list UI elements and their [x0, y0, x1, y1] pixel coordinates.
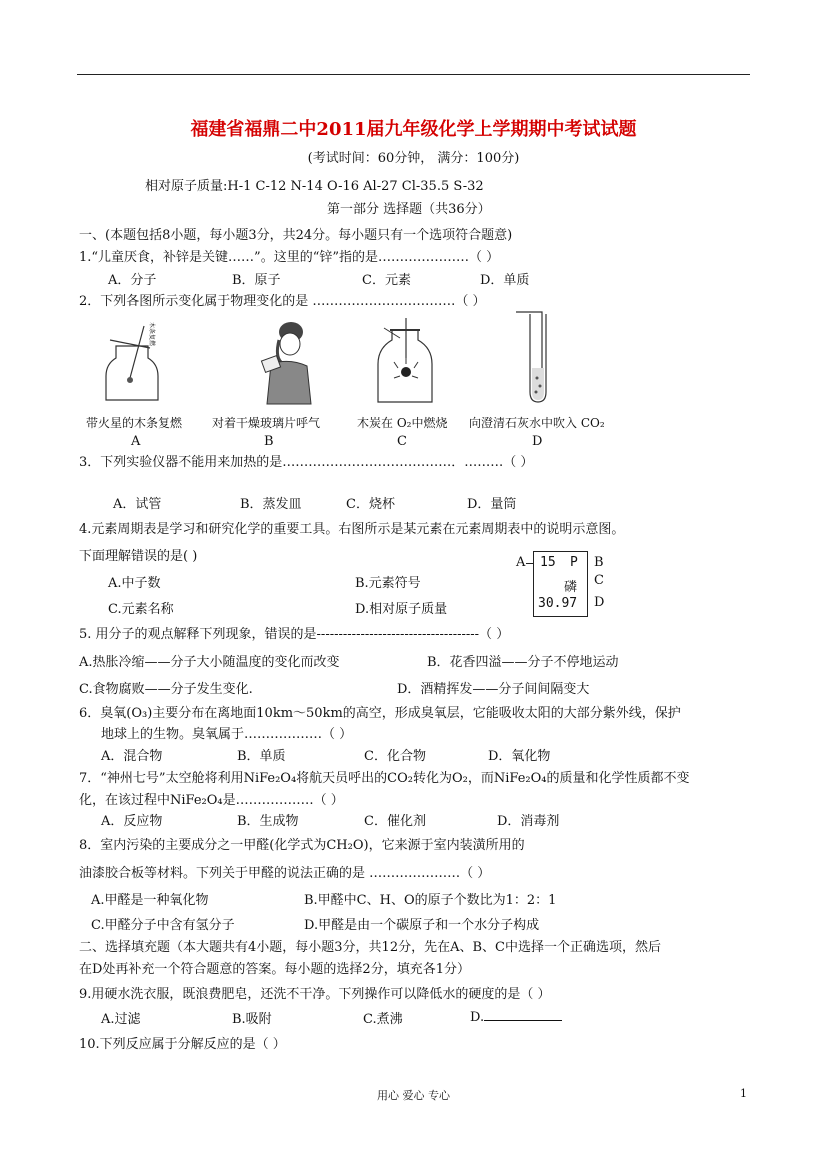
q2-letter-d: D — [532, 434, 543, 449]
element-mass: 30.97 — [538, 596, 578, 611]
q6-option-d: D．氧化物 — [488, 749, 551, 764]
header-rule — [77, 74, 750, 75]
q10-stem: 10.下列反应属于分解反应的是（ ） — [79, 1037, 286, 1052]
q2-stem: 2．下列各图所示变化属于物理变化的是 ……………………………（ ） — [79, 294, 486, 309]
q2-caption-d: 向澄清石灰水中吹入 CO₂ — [469, 416, 605, 430]
q2-caption-a: 带火星的木条复燃 — [86, 416, 183, 430]
q7-stem2: 化，在该过程中NiFe₂O₄是………………（ ） — [79, 793, 344, 808]
q4-stem: 4.元素周期表是学习和研究化学的重要工具。右图所示是某元素在元素周期表中的说明示意图。 — [79, 522, 625, 537]
q4-option-b: B.元素符号 — [355, 576, 421, 591]
q2-letter-c: C — [397, 434, 407, 449]
q4-option-a: A.中子数 — [108, 576, 161, 591]
section2-heading: 二、选择填充题（本大题共有4小题，每小题3分，共12分，先在A、B、C中选择一个正确选项，然后 — [79, 940, 661, 955]
q7-stem: 7．“神州七号”太空舱将利用NiFe₂O₄将航天员呼出的CO₂转化为O₂，而NiFe₂O₄的质量和化学性质都不变 — [79, 771, 690, 786]
q8-option-c: C.甲醛分子中含有氢分子 — [91, 918, 235, 933]
q1-option-b: B．原子 — [232, 273, 281, 288]
element-symbol: P — [570, 555, 578, 570]
q2-caption-b: 对着干燥玻璃片呼气 — [212, 416, 321, 430]
q2-caption-c: 木炭在 O₂中燃烧 — [357, 416, 448, 430]
q6-stem: 6．臭氧(O₃)主要分布在离地面10km～50km的高空，形成臭氧层，它能吸收太阳的大部分紫外线，保护 — [79, 706, 681, 721]
q9-option-d: D. — [470, 1008, 562, 1025]
footer-motto: 用心 爱心 专心 — [377, 1089, 450, 1102]
q5-stem: 5. 用分子的观点解释下列现象，错误的是-------------------------------------（ ） — [79, 627, 510, 642]
page-title: 福建省福鼎二中2011届九年级化学上学期期中考试试题 — [190, 119, 637, 140]
q3-stem: 3．下列实验仪器不能用来加热的是…………………………………．………（ ） — [79, 455, 534, 470]
figure-c-jar — [370, 318, 440, 406]
q1-stem: 1.“儿童厌食，补锌是关键……”。这里的“锌”指的是…………………（ ） — [79, 250, 500, 265]
q4-option-d: D.相对原子质量 — [355, 602, 448, 617]
part-heading: 第一部分 选择题（共36分） — [327, 202, 491, 217]
q8-stem2: 油漆胶合板等材料。下列关于甲醛的说法正确的是 …………………（ ） — [79, 866, 491, 881]
q5-option-a: A.热胀冷缩——分子大小随温度的变化而改变 — [79, 655, 340, 670]
q8-option-d: D.甲醛是由一个碳原子和一个水分子构成 — [304, 918, 540, 933]
q7-option-a: A．反应物 — [101, 814, 163, 829]
q8-option-a: A.甲醛是一种氧化物 — [91, 893, 209, 908]
q9-option-a: A.过滤 — [101, 1012, 141, 1027]
figure-d-test-tube — [510, 308, 560, 406]
pointer-b: B — [594, 555, 604, 570]
pointer-d: D — [594, 595, 605, 610]
pointer-a-line — [526, 563, 533, 564]
pointer-c: C — [594, 573, 604, 588]
section1-heading: 一、(本题包括8小题，每小题3分，共24分。每小题只有一个选项符合题意) — [79, 228, 513, 243]
q3-option-a: A．试管 — [113, 497, 162, 512]
q1-option-c: C．元素 — [362, 273, 411, 288]
q5-option-b: B．花香四溢——分子不停地运动 — [427, 655, 619, 670]
page-number: 1 — [740, 1087, 747, 1100]
atomic-masses: 相对原子质量:H-1 C-12 N-14 O-16 Al-27 Cl-35.5 S-32 — [145, 179, 484, 194]
q6-stem2: 地球上的生物。臭氧属于………………（ ） — [101, 727, 353, 742]
q9-stem: 9.用硬水洗衣服，既浪费肥皂，还洗不干净。下列操作可以降低水的硬度的是（ ） — [79, 987, 551, 1002]
section2-heading2: 在D处再补充一个符合题意的答案。每小题的选择2分，填充各1分） — [79, 962, 470, 977]
q3-option-b: B．蒸发皿 — [240, 497, 302, 512]
q6-option-a: A．混合物 — [101, 749, 163, 764]
element-name: 磷 — [564, 580, 578, 595]
q4-option-c: C.元素名称 — [108, 602, 174, 617]
q2-letter-a: A — [131, 434, 141, 449]
q9-option-b: B.吸附 — [232, 1012, 272, 1027]
q6-option-c: C．化合物 — [364, 749, 426, 764]
q8-option-b: B.甲醛中C、H、O的原子个数比为1：2：1 — [304, 893, 557, 908]
q9-option-c: C.煮沸 — [363, 1012, 403, 1027]
exam-info: (考试时间：60分钟， 满分：100分) — [307, 151, 520, 166]
q1-option-a: A．分子 — [108, 273, 157, 288]
q2-letter-b: B — [264, 434, 274, 449]
q5-option-c: C.食物腐败——分子发生变化. — [79, 682, 253, 697]
q6-option-b: B．单质 — [237, 749, 286, 764]
q7-option-c: C．催化剂 — [364, 814, 426, 829]
q8-stem: 8．室内污染的主要成分之一甲醛(化学式为CH₂O)，它来源于室内装潢所用的 — [79, 838, 525, 853]
q3-option-d: D．量筒 — [467, 497, 517, 512]
q3-option-c: C．烧杯 — [346, 497, 395, 512]
q7-option-d: D．消毒剂 — [497, 814, 560, 829]
q5-option-d: D．酒精挥发——分子间间隔变大 — [397, 682, 590, 697]
figure-a-bottle — [100, 318, 170, 406]
element-number: 15 — [540, 555, 556, 570]
pointer-a: A — [516, 555, 526, 570]
figure-b-girl — [245, 318, 325, 406]
q4-stem2: 下面理解错误的是( ) — [79, 549, 198, 564]
q1-option-d: D．单质 — [480, 273, 530, 288]
q9-answer-blank[interactable] — [484, 1008, 562, 1021]
q7-option-b: B．生成物 — [237, 814, 299, 829]
figure-a-label: 木条复燃 — [148, 322, 155, 347]
